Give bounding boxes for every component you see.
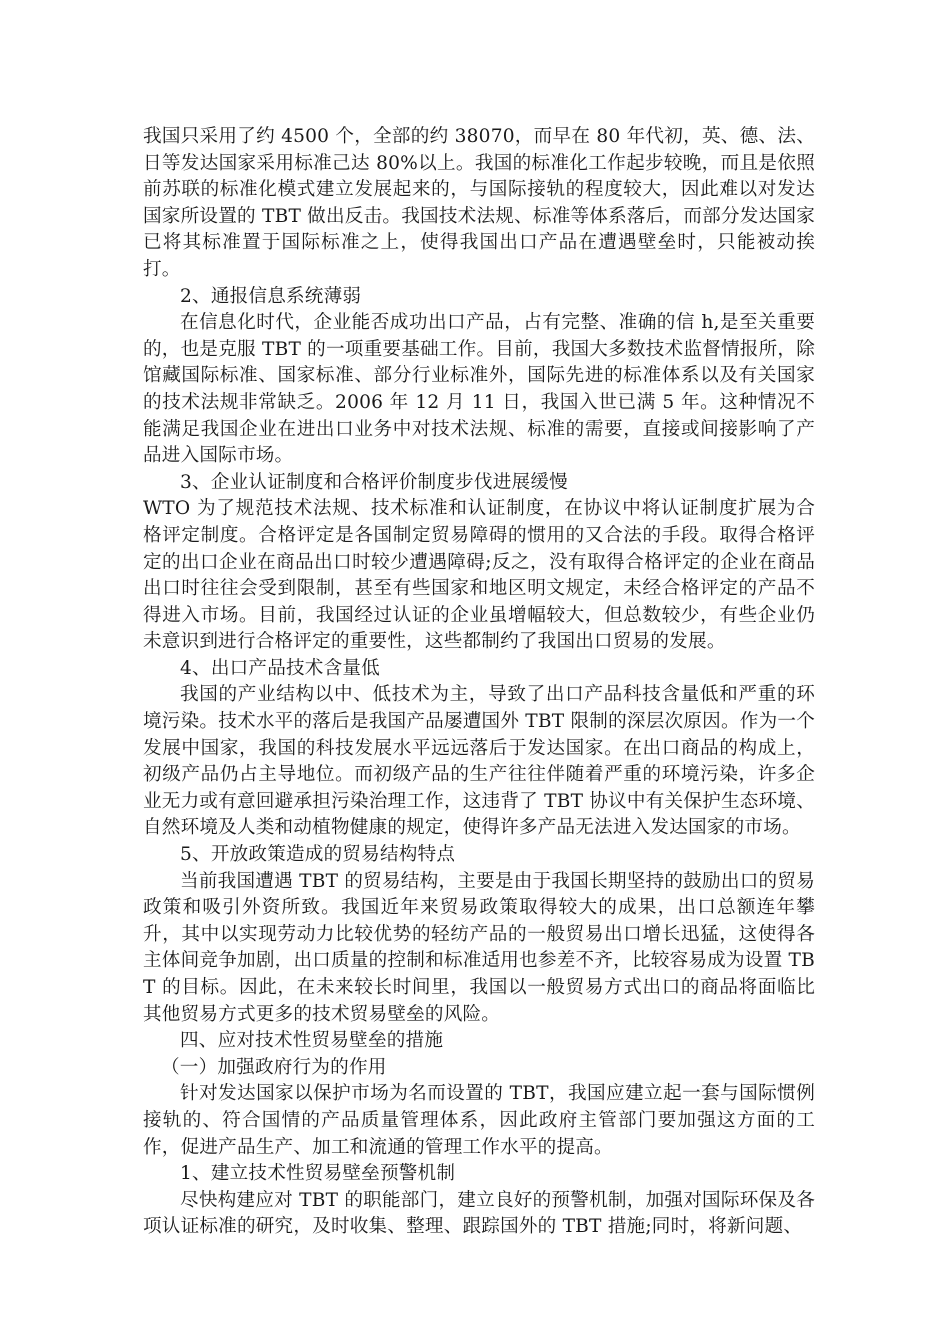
heading-trade-structure: 5、开放政策造成的贸易结构特点 [180, 844, 456, 866]
paragraph-quality-management: 针对发达国家以保护市场为名而设置的 TBT，我国应建立起一套与国际惯例接轨的、符合国情的产品质量管理体系，因此政府主管部门要加强这方面的工作，促进产品生产、加工和流通的管理工作水平的提高。 [143, 1083, 815, 1158]
paragraph-standards-comparison: 我国只采用了约 4500 个，全部的约 38070，而早在 80 年代初，英、德、法、日等发达国家采用标准己达 80%以上。我国的标准化工作起步较晚，而且是依照前苏联的标准化模式建立发展起来的，与国际接轨的程度较大，因此难以对发达国家所设置的 TBT 做出反击。我国技术法规、标准等体系落后，而部分发达国家已将其标准置于国际标准之上，使得我国出口产品在遭遇壁垒时，只能被动挨打。 [143, 126, 815, 280]
heading-certification-system: 3、企业认证制度和合格评价制度步伐进展缓慢 [180, 471, 568, 493]
paragraph-information-era: 在信息化时代，企业能否成功出口产品，占有完整、准确的信 h,是至关重要的，也是克服 TBT 的一项重要基础工作。目前，我国大多数技术监督情报所，除馆藏国际标准、国家标准、部分行业标准外，国际先进的标准体系以及有关国家的技术法规非常缺乏。2006 年 12 月 11 日，我国入世已满 5 年。这种情况不能满足我国企业在进出口业务中对技术法规、标准的需要，直接或间接影响了产品进入国际市场。 [143, 312, 815, 467]
heading-notification-system: 2、通报信息系统薄弱 [180, 285, 362, 307]
paragraph-trade-policy: 当前我国遭遇 TBT 的贸易结构，主要是由于我国长期坚持的鼓励出口的贸易政策和吸引外资所致。我国近年来贸易政策取得较大的成果，出口总额连年攀升，其中以实现劳动力比较优势的轻纺产品的一般贸易出口增长迅猛，这使得各主体间竞争加剧，出口质量的控制和标准适用也参差不齐，比较容易成为设置 TBT 的目标。因此，在未来较长时间里，我国以一般贸易方式出口的商品将面临比其他贸易方式更多的技术贸易壁垒的风险。 [143, 870, 815, 1025]
document-body [143, 124, 815, 1241]
paragraph-industry-structure: 我国的产业结构以中、低技术为主，导致了出口产品科技含量低和严重的环境污染。技术水平的落后是我国产品屡遭国外 TBT 限制的深层次原因。作为一个发展中国家，我国的科技发展水平远远落后于发达国家。在出口商品的构成上，初级产品仍占主导地位。而初级产品的生产往往伴随着严重的环境污染，许多企业无力或有意回避承担污染治理工作，这违背了 TBT 协议中有关保护生态环境、自然环境及人类和动植物健康的规定，使得许多产品无法进入发达国家的市场。 [143, 684, 815, 839]
paragraph-functional-departments: 尽快构建应对 TBT 的职能部门，建立良好的预警机制，加强对国际环保及各项认证标准的研究，及时收集、整理、跟踪国外的 TBT 措施;同时，将新问题、 [143, 1189, 815, 1238]
heading-low-tech-content: 4、出口产品技术含量低 [180, 657, 380, 679]
heading-countermeasures: 四、应对技术性贸易壁垒的措施 [180, 1030, 444, 1052]
paragraph-conformity-assessment: WTO 为了规范技术法规、技术标准和认证制度，在协议中将认证制度扩展为合格评定制度。合格评定是各国制定贸易障碍的惯用的又合法的手段。取得合格评定的出口企业在商品出口时较少遭遇障碍;反之，没有取得合格评定的企业在商品出口时往往会受到限制，甚至有些国家和地区明文规定，未经合格评定的产品不得进入市场。目前，我国经过认证的企业虽增幅较大，但总数较少，有些企业仍未意识到进行合格评定的重要性，这些都制约了我国出口贸易的发展。 [143, 498, 815, 653]
heading-government-role: （一）加强政府行为的作用 [161, 1056, 387, 1078]
heading-early-warning: 1、建立技术性贸易壁垒预警机制 [180, 1163, 456, 1185]
